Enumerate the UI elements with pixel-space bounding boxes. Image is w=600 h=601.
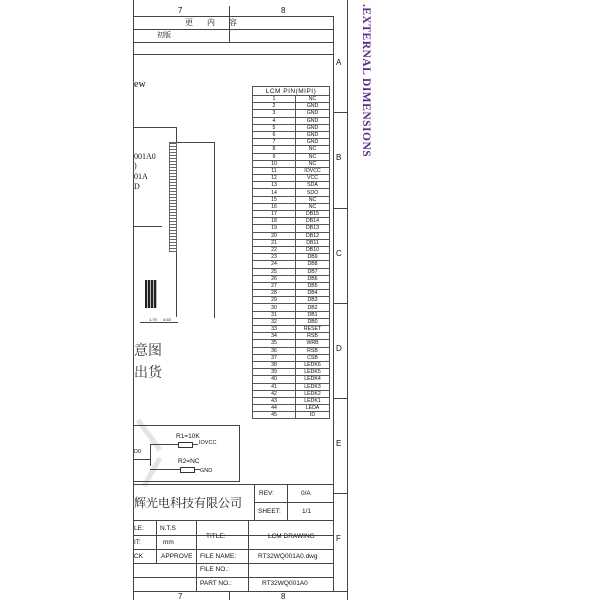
- pin-row: [253, 397, 330, 404]
- pin-number: 21: [253, 239, 296, 246]
- part-no-value: RT32WQ001A0: [262, 580, 308, 587]
- pin-number: 23: [253, 254, 296, 261]
- pin-signal: LEDK1: [296, 397, 330, 404]
- pin-number: 18: [253, 218, 296, 225]
- company-name: 辉光电科技有限公司: [134, 496, 243, 510]
- pin-number: 32: [253, 318, 296, 325]
- row-label-c: C: [336, 249, 342, 258]
- r2-wire: [150, 469, 180, 470]
- outline-top: [134, 127, 176, 128]
- pin-row: [253, 232, 330, 239]
- fpc-component-block: [145, 280, 157, 308]
- pin-row: [253, 239, 330, 246]
- pin-number: 44: [253, 405, 296, 412]
- pin-signal: LEDK2: [296, 390, 330, 397]
- pin-number: 37: [253, 354, 296, 361]
- outline-inner-right: [214, 142, 215, 318]
- pin-number: 39: [253, 369, 296, 376]
- header-char-3: 容: [229, 18, 237, 27]
- dimension-2: 4.63: [163, 317, 171, 322]
- view-label: ew: [134, 79, 146, 90]
- r1-resistor: [178, 442, 193, 448]
- file-name-value: RT32WQ001A0.dwg: [258, 553, 318, 560]
- pin-signal: RSB: [296, 333, 330, 340]
- pin-row: [253, 354, 330, 361]
- check-label: CK: [134, 553, 144, 560]
- pin-number: 43: [253, 397, 296, 404]
- pin-row: [253, 175, 330, 182]
- scale-label: LE:: [134, 525, 144, 532]
- pin-signal: DB0: [296, 318, 330, 325]
- tb-line: [133, 563, 333, 564]
- pin-number: 35: [253, 340, 296, 347]
- pin-signal: SDO: [296, 189, 330, 196]
- pin-number: 11: [253, 167, 296, 174]
- pin-signal: LEDK3: [296, 383, 330, 390]
- pin-number: 6: [253, 131, 296, 138]
- pin-number: 40: [253, 376, 296, 383]
- tb-line: [133, 549, 333, 550]
- pin-row: [253, 297, 330, 304]
- pin-signal: RSB: [296, 347, 330, 354]
- pin-signal: GND: [296, 103, 330, 110]
- pin-row: [253, 211, 330, 218]
- pin-row: [253, 290, 330, 297]
- footer-col-line: [229, 591, 230, 600]
- pin-table-body: [253, 96, 330, 419]
- pin-row: [253, 311, 330, 318]
- dimension-1: 1.79: [149, 317, 157, 322]
- pin-row: [253, 146, 330, 153]
- pin-row: [253, 405, 330, 412]
- scale-value: N.T.S: [160, 525, 176, 532]
- leader-line: [134, 226, 162, 227]
- tb-line: [133, 577, 333, 578]
- pin-number: 27: [253, 282, 296, 289]
- pin-number: 9: [253, 153, 296, 160]
- header-top-line: [133, 16, 333, 17]
- tb-col: [287, 484, 288, 520]
- tb-col: [254, 484, 255, 520]
- r2-label: R2=NC: [178, 458, 200, 465]
- pin-signal: NC: [296, 153, 330, 160]
- footer-column-number-7: 7: [178, 592, 183, 601]
- pin-row: [253, 124, 330, 131]
- header-row-line2: [133, 42, 333, 43]
- row-label-a: A: [336, 58, 342, 67]
- pin-number: 38: [253, 361, 296, 368]
- bus-wire: [150, 444, 151, 466]
- row-tick: [333, 398, 347, 399]
- pin-signal: GND: [296, 131, 330, 138]
- pin-number: 30: [253, 304, 296, 311]
- pin-signal: LEDA: [296, 405, 330, 412]
- pin-number: 26: [253, 275, 296, 282]
- pin-row: [253, 304, 330, 311]
- pin-signal: LEDK4: [296, 376, 330, 383]
- pin-row: [253, 361, 330, 368]
- header-char-1: 更: [185, 18, 193, 27]
- title-label: TITLE:: [206, 533, 226, 540]
- pin-row: [253, 326, 330, 333]
- pin-row: [253, 390, 330, 397]
- pin-number: 34: [253, 333, 296, 340]
- pin-signal: DB15: [296, 211, 330, 218]
- pin-number: 45: [253, 412, 296, 419]
- d0-label: D0: [134, 449, 142, 455]
- version-text: 初版: [157, 31, 171, 39]
- tb-line: [254, 502, 333, 503]
- pin-signal: GND: [296, 139, 330, 146]
- row-tick: [333, 112, 347, 113]
- unit-value: mm: [163, 539, 174, 546]
- pin-signal: RESET: [296, 326, 330, 333]
- model-label-2: 01A: [134, 172, 148, 181]
- pin-number: 29: [253, 297, 296, 304]
- pin-row: [253, 196, 330, 203]
- pin-signal: DB3: [296, 297, 330, 304]
- pin-signal: DB5: [296, 282, 330, 289]
- pin-signal: LEDK6: [296, 361, 330, 368]
- pin-signal: GND: [296, 124, 330, 131]
- pin-signal: VCC: [296, 175, 330, 182]
- pin-row: [253, 167, 330, 174]
- row-label-f: F: [336, 534, 341, 543]
- pin-row: [253, 203, 330, 210]
- pin-signal: DB2: [296, 304, 330, 311]
- pin-row: [253, 383, 330, 390]
- external-dimensions-title: .EXTERNAL DIMENSIONS: [360, 4, 372, 158]
- pin-signal: GND: [296, 110, 330, 117]
- pin-row: [253, 110, 330, 117]
- lcm-pin-table: [252, 86, 330, 419]
- pin-number: 8: [253, 146, 296, 153]
- column-number-8: 8: [281, 6, 286, 15]
- pin-row: [253, 189, 330, 196]
- pin-signal: DB10: [296, 246, 330, 253]
- pin-number: 2: [253, 103, 296, 110]
- pin-row: [253, 153, 330, 160]
- pin-signal: NC: [296, 146, 330, 153]
- drawing-right-border: [347, 0, 348, 600]
- pin-number: 28: [253, 290, 296, 297]
- pin-number: 16: [253, 203, 296, 210]
- tb-col: [156, 520, 157, 563]
- pin-signal: WRB: [296, 340, 330, 347]
- rev-value: 0/A: [301, 490, 311, 497]
- model-label-1: 001A0: [134, 152, 156, 161]
- pin-number: 36: [253, 347, 296, 354]
- pin-number: 42: [253, 390, 296, 397]
- pin-row: [253, 117, 330, 124]
- part-no-label: PART NO.:: [200, 580, 232, 587]
- pin-number: 31: [253, 311, 296, 318]
- model-label-paren: ): [134, 161, 137, 170]
- pin-signal: LEDK5: [296, 369, 330, 376]
- column-number-7: 7: [178, 6, 183, 15]
- pin-row: [253, 261, 330, 268]
- file-name-label: FILE NAME:: [200, 553, 237, 560]
- row-label-e: E: [336, 439, 342, 448]
- fpc-connector-strip: [169, 142, 177, 252]
- pin-number: 41: [253, 383, 296, 390]
- pin-number: 24: [253, 261, 296, 268]
- row-tick: [333, 208, 347, 209]
- iovcc-label: IOVCC: [199, 440, 217, 446]
- pin-row: [253, 131, 330, 138]
- tb-top: [133, 484, 333, 485]
- footer-column-number-8: 8: [281, 592, 286, 601]
- pin-signal: DB1: [296, 311, 330, 318]
- pin-row: [253, 369, 330, 376]
- pin-signal: DB13: [296, 225, 330, 232]
- pin-number: 12: [253, 175, 296, 182]
- pin-number: 3: [253, 110, 296, 117]
- r2-resistor: [180, 467, 195, 473]
- r1-wire-right: [192, 444, 198, 445]
- pin-row: [253, 160, 330, 167]
- sheet-label: SHEET:: [258, 508, 281, 515]
- pin-signal: SDA: [296, 182, 330, 189]
- row-label-b: B: [336, 153, 342, 162]
- pin-row: [253, 218, 330, 225]
- pin-signal: IOVCC: [296, 167, 330, 174]
- pin-signal: ID: [296, 412, 330, 419]
- approve-label: APPROVE: [161, 553, 193, 560]
- pin-signal: DB11: [296, 239, 330, 246]
- pin-row: [253, 246, 330, 253]
- title-value: LCM DRAWING: [268, 533, 315, 540]
- sheet-value: 1/1: [302, 508, 312, 515]
- header-char-2: 内: [207, 18, 215, 27]
- pin-number: 25: [253, 268, 296, 275]
- file-no-label: FILE NO.:: [200, 566, 229, 573]
- pin-signal: DB4: [296, 290, 330, 297]
- pin-number: 13: [253, 182, 296, 189]
- pin-number: 33: [253, 326, 296, 333]
- pin-number: 14: [253, 189, 296, 196]
- pin-signal: NC: [296, 160, 330, 167]
- pin-row: [253, 254, 330, 261]
- pin-row: [253, 96, 330, 103]
- row-label-d: D: [336, 344, 342, 353]
- rev-label: REV:: [259, 490, 274, 497]
- pin-signal: DB12: [296, 232, 330, 239]
- model-label-3: D: [134, 182, 140, 191]
- pin-row: [253, 347, 330, 354]
- chinese-note-1: 意图: [134, 344, 162, 359]
- tb-col: [248, 520, 249, 591]
- row-tick: [333, 493, 347, 494]
- dim-line: [140, 322, 178, 323]
- row-tick: [333, 303, 347, 304]
- pin-signal: DB14: [296, 218, 330, 225]
- pin-signal: DB6: [296, 275, 330, 282]
- pin-signal: DB7: [296, 268, 330, 275]
- pin-row: [253, 182, 330, 189]
- pin-row: [253, 275, 330, 282]
- footer-line: [133, 591, 347, 592]
- pin-number: 15: [253, 196, 296, 203]
- pin-row: [253, 333, 330, 340]
- drawing-left-edge: [133, 0, 134, 600]
- pin-number: 22: [253, 246, 296, 253]
- pin-number: 1: [253, 96, 296, 103]
- pin-number: 17: [253, 211, 296, 218]
- pin-number: 10: [253, 160, 296, 167]
- pin-signal: CSB: [296, 354, 330, 361]
- d0-wire: [134, 459, 150, 460]
- header-row-line3: [133, 54, 333, 55]
- pin-row: [253, 282, 330, 289]
- outline-inner-top: [176, 142, 214, 143]
- pin-signal: DB8: [296, 261, 330, 268]
- pin-number: 19: [253, 225, 296, 232]
- pin-number: 7: [253, 139, 296, 146]
- unit-label: IT:: [134, 539, 141, 546]
- r1-label: R1=10K: [176, 433, 200, 440]
- pin-row: [253, 318, 330, 325]
- tb-col: [196, 520, 197, 591]
- header-row-line: [133, 29, 333, 30]
- pin-signal: DB9: [296, 254, 330, 261]
- pin-signal: NC: [296, 196, 330, 203]
- pin-row: [253, 340, 330, 347]
- pin-row: [253, 268, 330, 275]
- chinese-note-2: 出货: [134, 366, 162, 381]
- pin-table-title: LCM PIN(MIPI): [253, 87, 330, 96]
- pin-number: 4: [253, 117, 296, 124]
- pin-row: [253, 412, 330, 419]
- pin-row: [253, 225, 330, 232]
- pin-signal: NC: [296, 96, 330, 103]
- r1-wire: [150, 444, 178, 445]
- pin-row: [253, 376, 330, 383]
- pin-row: [253, 103, 330, 110]
- pin-signal: NC: [296, 203, 330, 210]
- gnd-label: GND: [200, 468, 213, 474]
- pin-signal: GND: [296, 117, 330, 124]
- tb-line: [133, 520, 333, 521]
- pin-number: 20: [253, 232, 296, 239]
- pin-row: [253, 139, 330, 146]
- pin-number: 5: [253, 124, 296, 131]
